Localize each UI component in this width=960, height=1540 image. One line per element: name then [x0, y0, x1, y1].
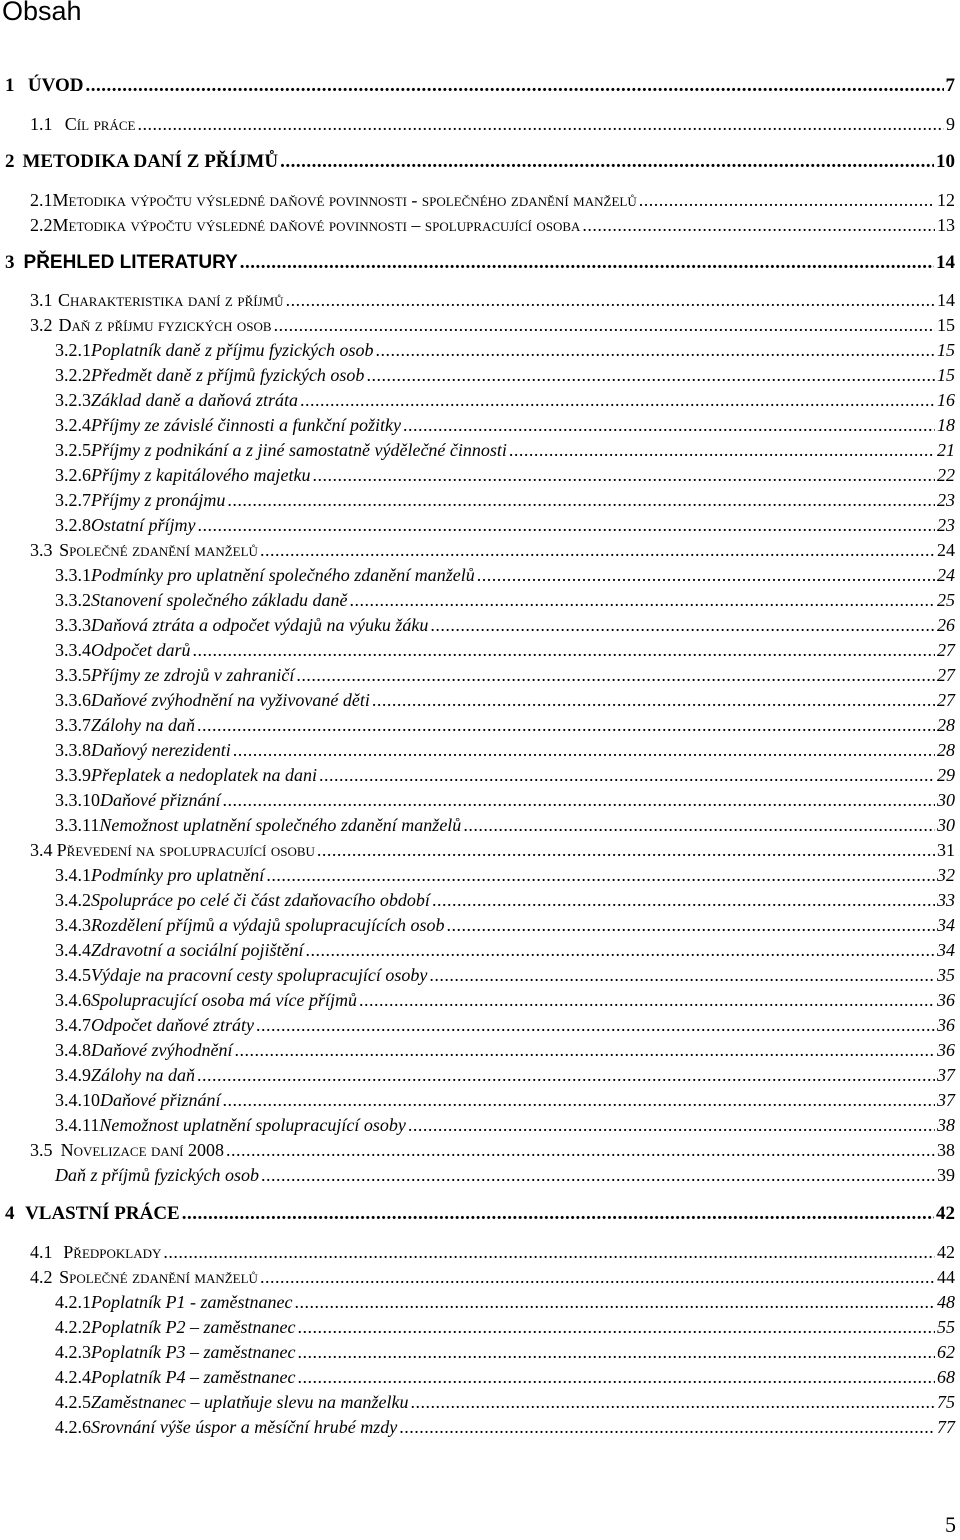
toc-entry-number: 3.2.1 [55, 340, 91, 360]
toc-entry[interactable] [55, 662, 955, 688]
toc-entry-number: 1 [5, 75, 15, 96]
toc-entry[interactable] [55, 412, 955, 438]
toc-dot-leader [639, 187, 935, 213]
toc-entry-number: 4.2.1 [55, 1292, 91, 1312]
toc-entry-title: Daňové zvýhodnění [91, 1040, 233, 1060]
toc-entry[interactable] [55, 612, 955, 638]
toc-entry-number: 3.3.5 [55, 665, 91, 685]
toc-entry[interactable] [55, 437, 955, 463]
toc-dot-leader [306, 937, 935, 963]
toc-entry-page: 26 [937, 615, 955, 635]
toc-entry[interactable] [5, 1201, 955, 1227]
toc-dot-leader [372, 687, 935, 713]
toc-entry-number: 4.2 [30, 1267, 53, 1287]
toc-entry-number: 3.4.7 [55, 1015, 91, 1035]
toc-entry[interactable] [55, 1087, 955, 1113]
toc-entry[interactable] [55, 462, 955, 488]
toc-entry[interactable] [55, 337, 955, 363]
toc-entry-number: 3.3.2 [55, 590, 91, 610]
toc-entry[interactable] [55, 1012, 955, 1038]
toc-entry-title: Metodika výpočtu výsledné daňové povinnosti - společného zdanění manželů [52, 190, 637, 210]
toc-entry-page: 37 [937, 1090, 955, 1110]
toc-entry-page: 62 [937, 1342, 955, 1362]
toc-entry-page: 32 [937, 865, 955, 885]
toc-entry[interactable] [55, 1364, 955, 1390]
toc-dot-leader [137, 111, 944, 137]
toc-entry-number: 3.2.5 [55, 440, 91, 460]
toc-entry[interactable] [30, 111, 955, 137]
toc-entry-number: 4.2.3 [55, 1342, 91, 1362]
toc-entry-page: 30 [937, 790, 955, 810]
toc-dot-leader [446, 912, 935, 938]
toc-dot-leader [432, 887, 935, 913]
toc-entry-title: Podmínky pro uplatnění [91, 865, 265, 885]
toc-entry-title: Daňová ztráta a odpočet výdajů na výuku žáku [91, 615, 429, 635]
toc-entry-title: Rozdělení příjmů a výdajů spolupracujících osob [91, 915, 445, 935]
toc-entry-page: 34 [937, 940, 955, 960]
toc-dot-leader [233, 737, 935, 763]
toc-entry[interactable] [55, 737, 955, 763]
toc-entry-title: Převedení na spolupracující osobu [56, 840, 315, 860]
toc-entry-title: Výdaje na pracovní cesty spolupracující osoby [91, 965, 428, 985]
toc-entry-number: 3.4.8 [55, 1040, 91, 1060]
toc-dot-leader [85, 73, 943, 99]
toc-dot-leader [198, 512, 935, 538]
toc-entry-title: Společné zdanění manželů [59, 540, 258, 560]
toc-entry-page: 9 [946, 114, 955, 134]
toc-entry-number: 4.2.4 [55, 1367, 91, 1387]
toc-entry-title: PŘEHLED LITERATURY [23, 252, 238, 273]
toc-entry-page: 12 [937, 190, 955, 210]
toc-entry[interactable] [30, 287, 955, 313]
toc-entry-title: Zálohy na daň [91, 715, 196, 735]
toc-entry-page: 10 [936, 151, 955, 172]
toc-entry-page: 16 [937, 390, 955, 410]
toc-entry-title: Daň z příjmů fyzických osob [55, 1165, 259, 1185]
toc-dot-leader [312, 462, 935, 488]
toc-entry-title: Spolupracující osoba má více příjmů [91, 990, 357, 1010]
toc-entry-page: 30 [937, 815, 955, 835]
toc-entry[interactable] [55, 387, 955, 413]
toc-entry-number: 3.4.6 [55, 990, 91, 1010]
toc-entry-number: 2.1 [30, 190, 53, 210]
toc-dot-leader [256, 1012, 935, 1038]
toc-entry[interactable] [55, 937, 955, 963]
toc-entry[interactable] [55, 1289, 955, 1315]
toc-entry-page: 28 [937, 715, 955, 735]
toc-entry-title: Předpoklady [63, 1242, 162, 1262]
toc-entry-page: 15 [937, 315, 955, 335]
toc-entry-page: 35 [937, 965, 955, 985]
toc-entry-number: 3.2.7 [55, 490, 91, 510]
toc-entry[interactable] [55, 562, 955, 588]
toc-entry[interactable] [55, 887, 955, 913]
toc-entry-number: 3.2.6 [55, 465, 91, 485]
toc-entry-page: 31 [937, 840, 955, 860]
toc-entry-page: 24 [937, 540, 955, 560]
toc-entry-title: Příjmy ze zdrojů v zahraničí [91, 665, 295, 685]
toc-entry-page: 15 [937, 365, 955, 385]
toc-entry[interactable] [55, 812, 955, 838]
toc-dot-leader [300, 387, 935, 413]
toc-entry-title: Zaměstnanec – uplatňuje slevu na manželku [91, 1392, 409, 1412]
toc-entry-number: 2.2 [30, 215, 53, 235]
toc-dot-leader [410, 1389, 935, 1415]
toc-entry-page: 36 [937, 1015, 955, 1035]
toc-entry[interactable] [55, 1062, 955, 1088]
toc-entry[interactable] [30, 537, 955, 563]
toc-dot-leader [260, 537, 935, 563]
toc-dot-leader [509, 437, 935, 463]
toc-entry-number: 3.4.2 [55, 890, 91, 910]
toc-entry[interactable] [5, 73, 955, 99]
toc-entry-number: 3.3 [30, 540, 53, 560]
toc-entry-page: 28 [937, 740, 955, 760]
toc-dot-leader [296, 662, 935, 688]
toc-dot-leader [266, 862, 935, 888]
toc-entry-page: 23 [937, 515, 955, 535]
toc-entry-title: Základ daně a daňová ztráta [91, 390, 298, 410]
toc-entry-page: 25 [937, 590, 955, 610]
toc-dot-leader [280, 149, 934, 175]
toc-entry-page: 14 [937, 290, 955, 310]
toc-entry-title: Zdravotní a sociální pojištění [91, 940, 304, 960]
toc-entry-title: Předmět daně z příjmů fyzických osob [91, 365, 365, 385]
toc-dot-leader [240, 250, 934, 276]
toc-entry-title: Srovnání výše úspor a měsíční hrubé mzdy [91, 1417, 398, 1437]
toc-entry-number: 3.2.2 [55, 365, 91, 385]
toc-entry-title: Spolupráce po celé či část zdaňovacího období [91, 890, 430, 910]
toc-dot-leader [192, 637, 935, 663]
toc-entry[interactable] [55, 712, 955, 738]
toc-entry[interactable] [55, 637, 955, 663]
toc-entry-page: 39 [937, 1165, 955, 1185]
toc-dot-leader [359, 987, 935, 1013]
toc-entry-number: 3.3.7 [55, 715, 91, 735]
toc-entry-title: Novelizace daní 2008 [60, 1140, 224, 1160]
toc-dot-leader [260, 1264, 935, 1290]
toc-entry[interactable] [55, 1414, 955, 1440]
toc-entry-page: 77 [937, 1417, 955, 1437]
toc-entry-number: 3.2 [30, 315, 53, 335]
toc-dot-leader [399, 1414, 935, 1440]
toc-entry-page: 48 [937, 1292, 955, 1312]
toc-dot-leader [163, 1239, 935, 1265]
toc-entry-number: 3.3.3 [55, 615, 91, 635]
toc-dot-leader [408, 1112, 935, 1138]
toc-entry-page: 7 [945, 75, 955, 96]
toc-entry-page: 75 [937, 1392, 955, 1412]
toc-entry-number: 3.3.11 [55, 815, 100, 835]
toc-entry-page: 21 [937, 440, 955, 460]
toc-entry-number: 3.4.10 [55, 1090, 100, 1110]
toc-entry[interactable] [30, 837, 955, 863]
toc-dot-leader [261, 1162, 935, 1188]
toc-entry-title: Nemožnost uplatnění společného zdanění manželů [99, 815, 462, 835]
toc-dot-leader [294, 1289, 935, 1315]
toc-dot-leader [317, 837, 935, 863]
toc-entry[interactable] [55, 1314, 955, 1340]
toc-dot-leader [223, 787, 936, 813]
toc-entry-number: 3.3.10 [55, 790, 100, 810]
toc-entry-number: 4.2.5 [55, 1392, 91, 1412]
toc-entry-number: 3.4.5 [55, 965, 91, 985]
toc-entry-page: 68 [937, 1367, 955, 1387]
toc-entry-title: Poplatník P2 – zaměstnanec [91, 1317, 296, 1337]
toc-entry-title: Přeplatek a nedoplatek na dani [91, 765, 317, 785]
toc-entry-page: 33 [937, 890, 955, 910]
toc-entry-title: Daň z příjmu fyzických osob [58, 315, 272, 335]
toc-entry-title: Metodika výpočtu výsledné daňové povinnosti – spolupracující osoba [52, 215, 581, 235]
toc-entry-number: 3.4.3 [55, 915, 91, 935]
toc-entry-title: METODIKA DANÍ Z PŘÍJMŮ [22, 151, 279, 172]
toc-entry[interactable] [30, 212, 955, 238]
toc-entry-page: 24 [937, 565, 955, 585]
toc-entry-title: Daňové přiznání [100, 1090, 221, 1110]
toc-entry-title: Daňové přiznání [100, 790, 221, 810]
toc-dot-leader [197, 712, 935, 738]
toc-entry-page: 36 [937, 1040, 955, 1060]
toc-entry[interactable] [55, 487, 955, 513]
toc-entry-title: Poplatník P4 – zaměstnanec [91, 1367, 296, 1387]
toc-entry[interactable] [30, 1239, 955, 1265]
toc-dot-leader [197, 1062, 935, 1088]
page-title: Obsah [2, 0, 82, 26]
toc-entry[interactable] [55, 962, 955, 988]
toc-entry[interactable] [55, 987, 955, 1013]
toc-entry-page: 34 [937, 915, 955, 935]
toc-entry[interactable] [55, 762, 955, 788]
toc-entry-number: 3.3.1 [55, 565, 91, 585]
toc-entry-title: Poplatník P3 – zaměstnanec [91, 1342, 296, 1362]
toc-dot-leader [375, 337, 935, 363]
toc-dot-leader [403, 412, 935, 438]
toc-entry-number: 1.1 [30, 114, 53, 134]
toc-entry-number: 3.3.9 [55, 765, 91, 785]
toc-entry-title: Daňové zvýhodnění na vyživované děti [91, 690, 370, 710]
toc-entry-number: 3.5 [30, 1140, 53, 1160]
toc-entry-page: 14 [936, 252, 955, 273]
toc-entry-title: Charakteristika daní z příjmů [58, 290, 284, 310]
toc-entry-number: 3.2.4 [55, 415, 91, 435]
toc-entry[interactable] [55, 1162, 955, 1188]
toc-entry[interactable] [30, 187, 955, 213]
toc-entry-page: 42 [937, 1242, 955, 1262]
toc-dot-leader [297, 1339, 935, 1365]
toc-entry-page: 38 [937, 1140, 955, 1160]
toc-entry-page: 44 [937, 1267, 955, 1287]
toc-entry-number: 3.4.9 [55, 1065, 91, 1085]
toc-entry-page: 18 [937, 415, 955, 435]
toc-entry[interactable] [55, 587, 955, 613]
toc-entry-title: Daňový nerezidenti [91, 740, 231, 760]
page-number: 5 [945, 1512, 956, 1537]
toc-dot-leader [182, 1201, 934, 1227]
toc-entry[interactable] [30, 312, 955, 338]
toc-entry-number: 3 [5, 252, 15, 273]
toc-dot-leader [430, 612, 935, 638]
toc-entry-number: 4.2.6 [55, 1417, 91, 1437]
toc-entry-number: 4.1 [30, 1242, 53, 1262]
toc-entry-page: 36 [937, 990, 955, 1010]
toc-entry-title: Příjmy z pronájmu [91, 490, 226, 510]
toc-entry-number: 4.2.2 [55, 1317, 91, 1337]
toc-entry-title: Stanovení společného základu daně [91, 590, 348, 610]
toc-entry-number: 3.3.8 [55, 740, 91, 760]
toc-dot-leader [234, 1037, 935, 1063]
toc-entry-title: ÚVOD [27, 75, 84, 96]
toc-entry[interactable] [30, 1264, 955, 1290]
toc-entry-page: 23 [937, 490, 955, 510]
toc-entry-page: 38 [937, 1115, 955, 1135]
toc-entry[interactable] [55, 1389, 955, 1415]
toc-dot-leader [582, 212, 935, 238]
toc-entry-title: Společné zdanění manželů [59, 1267, 258, 1287]
toc-entry-title: Příjmy ze závislé činnosti a funkční požitky [91, 415, 401, 435]
toc-entry-title: Nemožnost uplatnění spolupracující osoby [99, 1115, 406, 1135]
toc-dot-leader [297, 1314, 935, 1340]
toc-entry-page: 55 [937, 1317, 955, 1337]
toc-entry[interactable] [55, 862, 955, 888]
toc-entry-title: Příjmy z kapitálového majetku [91, 465, 311, 485]
toc-entry-page: 27 [937, 640, 955, 660]
toc-entry[interactable] [5, 250, 955, 276]
toc-dot-leader [319, 762, 935, 788]
toc-entry[interactable] [55, 1339, 955, 1365]
toc-dot-leader [429, 962, 935, 988]
toc-entry-number: 3.1 [30, 290, 53, 310]
toc-entry-title: Podmínky pro uplatnění společného zdanění manželů [91, 565, 475, 585]
toc-entry-number: 2 [5, 151, 15, 172]
toc-entry-page: 37 [937, 1065, 955, 1085]
toc-dot-leader [227, 487, 935, 513]
toc-entry-title: Příjmy z podnikání a z jiné samostatně výdělečné činnosti [91, 440, 507, 460]
toc-entry-number: 3.2.8 [55, 515, 91, 535]
toc-entry[interactable] [55, 1037, 955, 1063]
toc-entry-page: 27 [937, 690, 955, 710]
toc-dot-leader [349, 587, 935, 613]
toc-entry[interactable] [30, 1137, 955, 1163]
toc-dot-leader [366, 362, 935, 388]
toc-entry-number: 3.4.1 [55, 865, 91, 885]
toc-entry-title: Poplatník daně z příjmu fyzických osob [91, 340, 374, 360]
toc-entry-page: 29 [937, 765, 955, 785]
toc-dot-leader [463, 812, 935, 838]
toc-entry-number: 3.4.4 [55, 940, 91, 960]
toc-entry[interactable] [55, 512, 955, 538]
toc-entry-number: 3.2.3 [55, 390, 91, 410]
toc-entry-page: 42 [936, 1203, 955, 1224]
toc-entry-title: Poplatník P1 - zaměstnanec [91, 1292, 293, 1312]
toc-entry[interactable] [55, 687, 955, 713]
toc-entry-title: Zálohy na daň [91, 1065, 196, 1085]
toc-entry-page: 22 [937, 465, 955, 485]
toc-entry-title: Odpočet daňové ztráty [91, 1015, 254, 1035]
toc-entry-title: Ostatní příjmy [91, 515, 196, 535]
toc-dot-leader [297, 1364, 935, 1390]
toc-dot-leader [226, 1137, 935, 1163]
toc-entry-number: 3.3.6 [55, 690, 91, 710]
toc-entry-number: 3.4.11 [55, 1115, 100, 1135]
toc-entry-number: 3.4 [30, 840, 53, 860]
toc-entry-page: 15 [937, 340, 955, 360]
toc-entry[interactable] [5, 149, 955, 175]
toc-entry-title: Cíl práce [64, 114, 136, 134]
toc-dot-leader [274, 312, 935, 338]
toc-entry-title: Odpočet darů [91, 640, 191, 660]
toc-entry-title: VLASTNÍ PRÁCE [25, 1203, 180, 1224]
toc-entry-page: 13 [937, 215, 955, 235]
toc-dot-leader [286, 287, 935, 313]
toc-entry[interactable] [55, 362, 955, 388]
toc-dot-leader [477, 562, 935, 588]
toc-entry-number: 3.3.4 [55, 640, 91, 660]
toc-dot-leader [223, 1087, 936, 1113]
toc-entry-number: 4 [5, 1203, 15, 1224]
toc-entry[interactable] [55, 1112, 955, 1138]
toc-entry-page: 27 [937, 665, 955, 685]
toc-entry[interactable] [55, 787, 955, 813]
toc-entry[interactable] [55, 912, 955, 938]
